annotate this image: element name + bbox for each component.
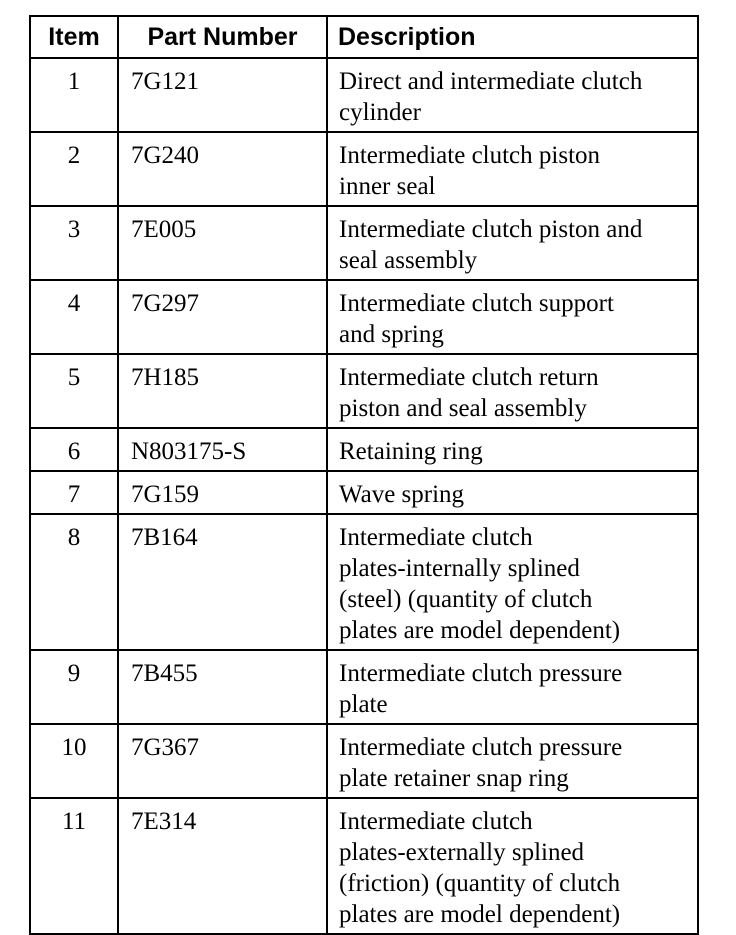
table-row: [30, 428, 698, 471]
description-line: Intermediate clutch: [339, 524, 533, 551]
description-cell: [327, 428, 698, 471]
description-line: Intermediate clutch pressure: [339, 734, 623, 761]
description-cell: [327, 206, 698, 280]
description-line: Intermediate clutch piston and: [339, 216, 643, 243]
description-line: Wave spring: [339, 481, 465, 508]
description-line: (friction) (quantity of clutch: [339, 870, 621, 897]
part-number-cell: 7G367: [118, 724, 327, 798]
description-line: plates are model dependent): [339, 617, 621, 644]
description-cell: [327, 798, 698, 934]
description-line: plates are model dependent): [339, 901, 621, 928]
description-line: cylinder: [339, 99, 421, 126]
item-number-cell: 5: [30, 354, 118, 428]
item-number-cell: 9: [30, 650, 118, 724]
item-number-cell: 4: [30, 280, 118, 354]
part-number-cell: 7B164: [118, 514, 327, 650]
description-line: and spring: [339, 321, 444, 348]
table-row: [30, 650, 698, 724]
table-row: [30, 58, 698, 132]
description-line: plate retainer snap ring: [339, 765, 569, 792]
header-item: Item: [30, 16, 118, 58]
description-line: seal assembly: [339, 247, 478, 274]
item-number-cell: 6: [30, 428, 118, 471]
item-number-cell: 8: [30, 514, 118, 650]
description-cell: [327, 280, 698, 354]
description-line: plate: [339, 691, 388, 718]
description-line: Direct and intermediate clutch: [339, 68, 643, 95]
item-number-cell: 10: [30, 724, 118, 798]
description-cell: [327, 132, 698, 206]
part-number-cell: 7E005: [118, 206, 327, 280]
item-number-cell: 2: [30, 132, 118, 206]
description-line: Intermediate clutch: [339, 808, 533, 835]
table-row: [30, 354, 698, 428]
description-cell: [327, 471, 698, 514]
part-number-cell: 7H185: [118, 354, 327, 428]
item-number-cell: 7: [30, 471, 118, 514]
table-row: [30, 471, 698, 514]
part-number-cell: 7G121: [118, 58, 327, 132]
table-row: [30, 206, 698, 280]
description-line: plates-externally splined: [339, 839, 585, 866]
description-line: Intermediate clutch return: [339, 364, 599, 391]
description-cell: [327, 650, 698, 724]
header-description: Description: [327, 16, 698, 58]
table-row: [30, 514, 698, 650]
table-header: [30, 16, 698, 58]
part-number-cell: 7E314: [118, 798, 327, 934]
table-row: [30, 798, 698, 934]
description-cell: [327, 354, 698, 428]
table-row: [30, 280, 698, 354]
part-number-cell: N803175-S: [118, 428, 327, 471]
description-line: plates-internally splined: [339, 555, 580, 582]
part-number-cell: 7G297: [118, 280, 327, 354]
item-number-cell: 3: [30, 206, 118, 280]
header-part-number: Part Number: [118, 16, 327, 58]
description-line: inner seal: [339, 173, 436, 200]
description-line: (steel) (quantity of clutch: [339, 586, 593, 613]
description-line: Intermediate clutch piston: [339, 142, 601, 169]
part-number-cell: 7B455: [118, 650, 327, 724]
description-line: piston and seal assembly: [339, 395, 587, 422]
parts-table: [29, 15, 699, 935]
item-number-cell: 11: [30, 798, 118, 934]
item-number-cell: 1: [30, 58, 118, 132]
table-row: [30, 724, 698, 798]
description-line: Intermediate clutch pressure: [339, 660, 623, 687]
header-row: [30, 16, 698, 58]
description-cell: [327, 724, 698, 798]
table-body: [30, 58, 698, 934]
table-row: [30, 132, 698, 206]
description-cell: [327, 514, 698, 650]
part-number-cell: 7G159: [118, 471, 327, 514]
part-number-cell: 7G240: [118, 132, 327, 206]
description-cell: [327, 58, 698, 132]
description-line: Retaining ring: [339, 438, 483, 465]
description-line: Intermediate clutch support: [339, 290, 614, 317]
